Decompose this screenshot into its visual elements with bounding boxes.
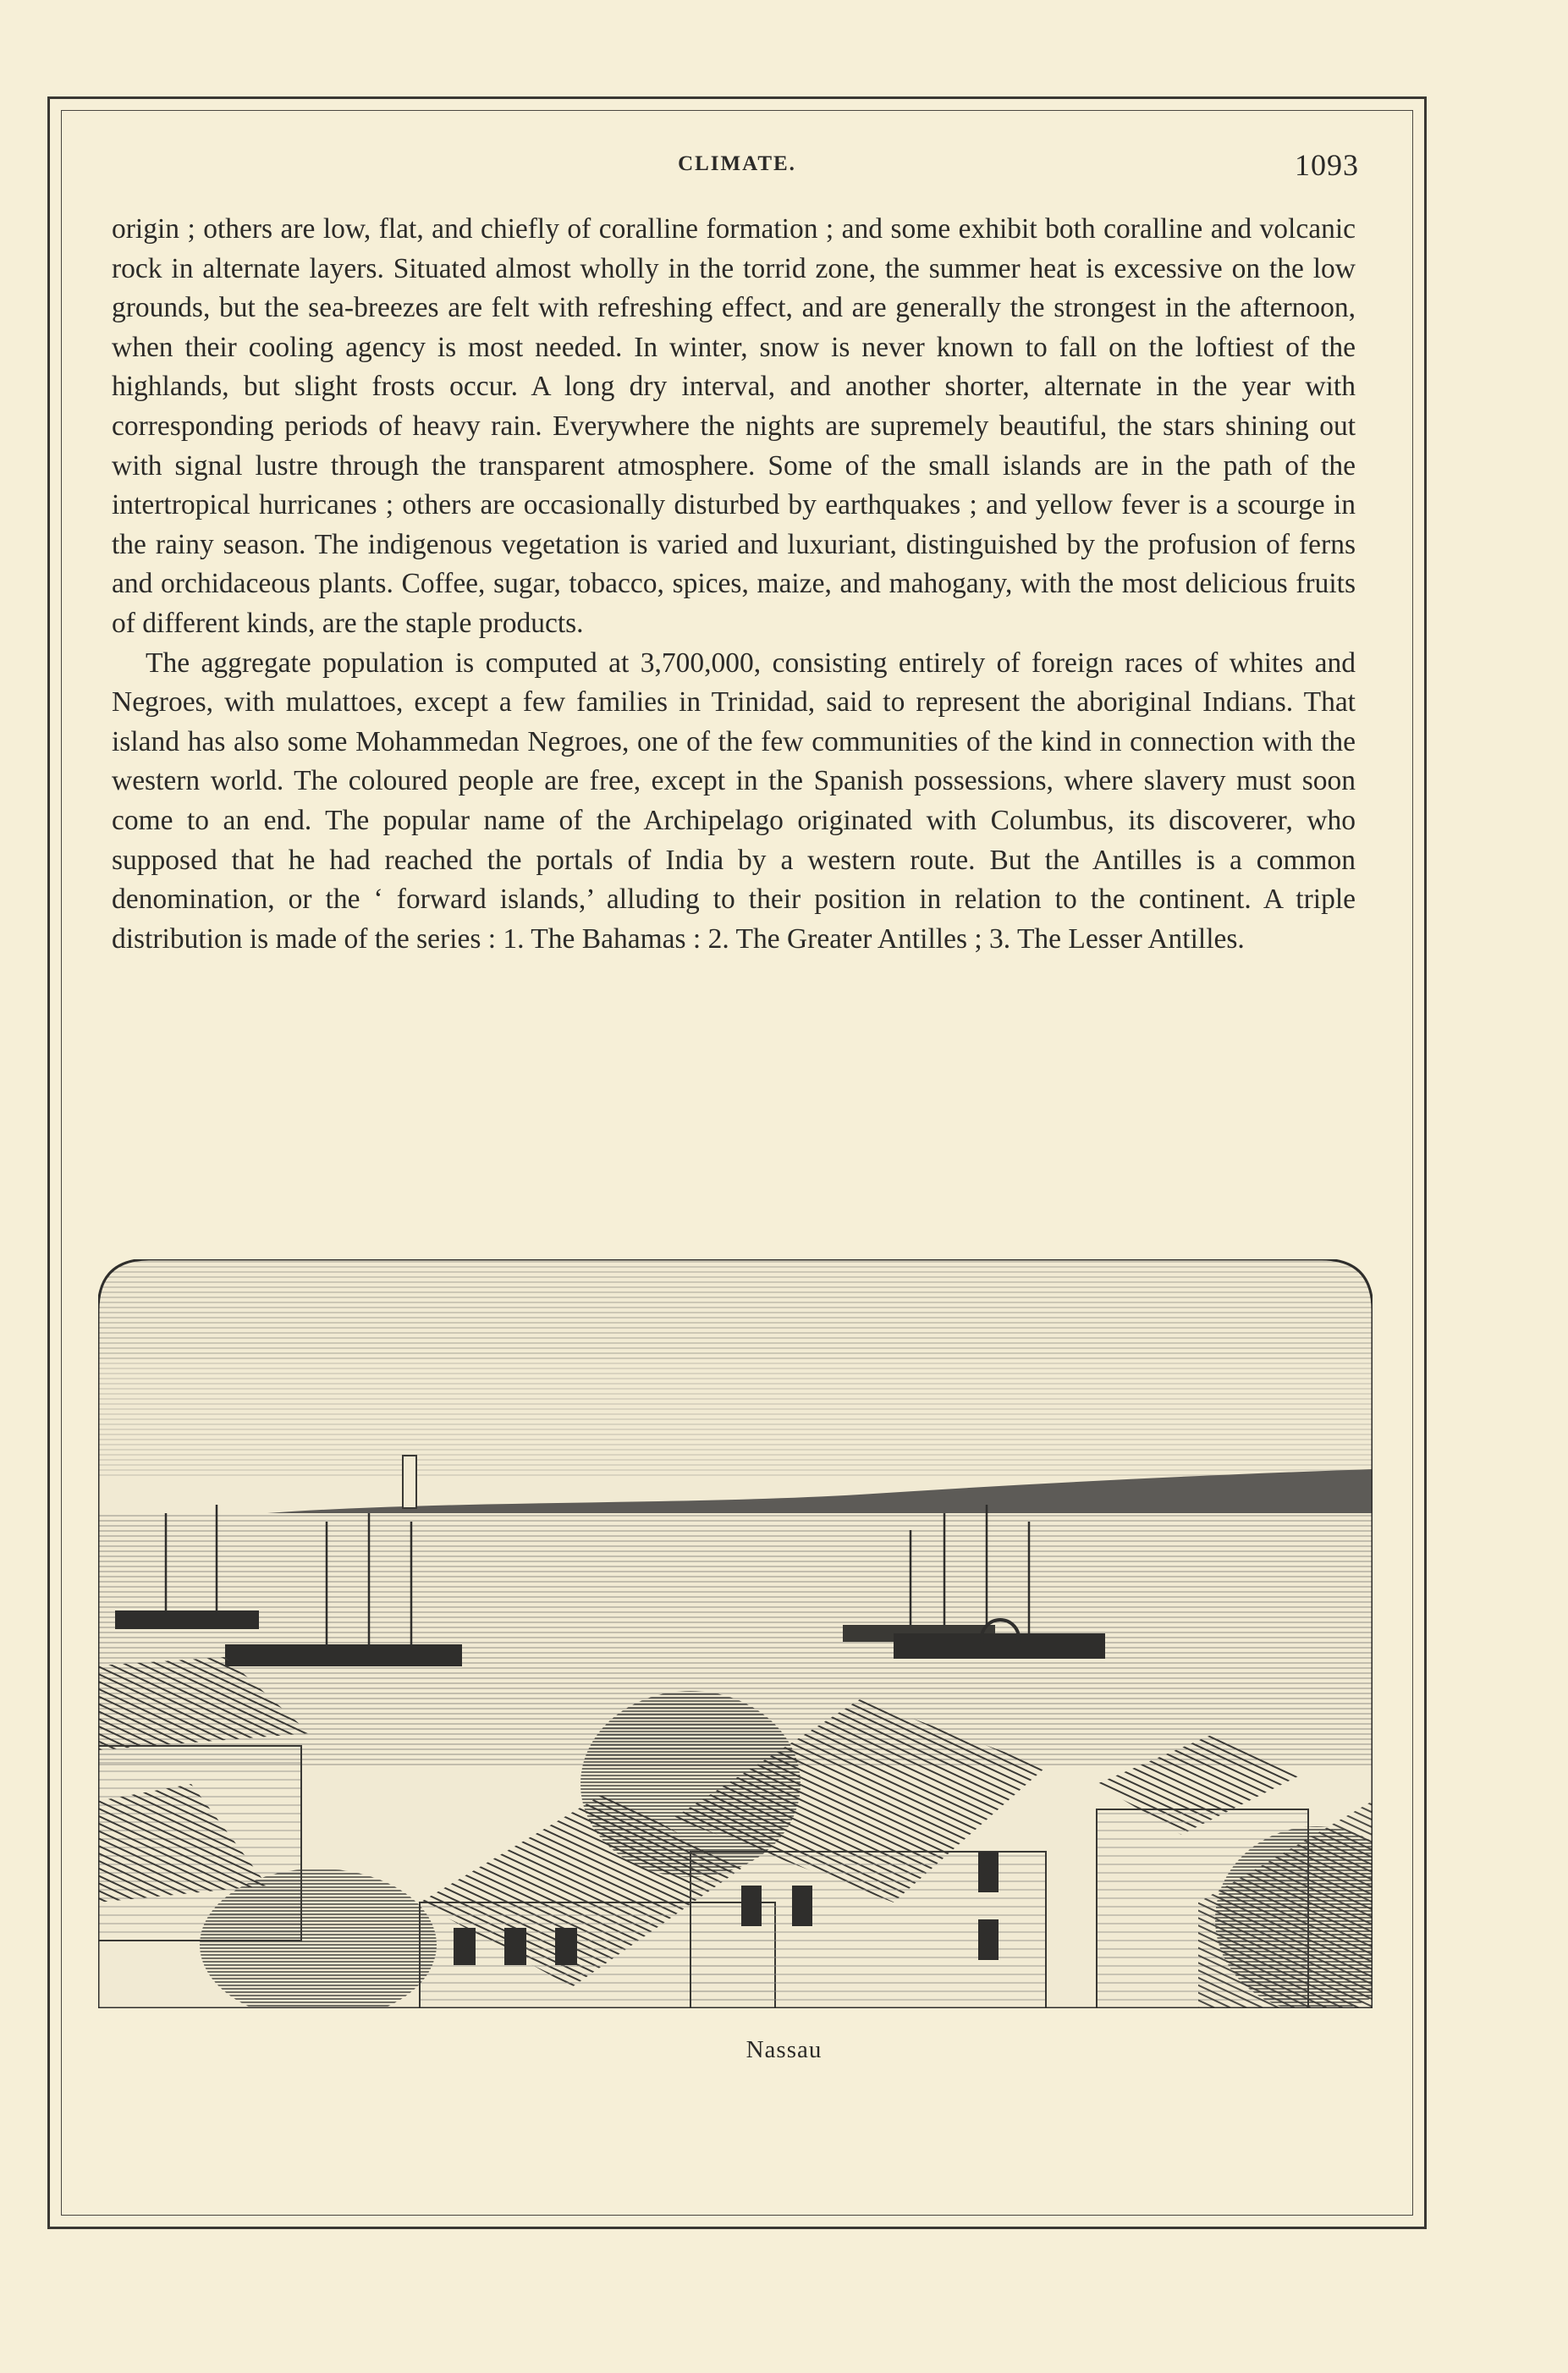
illustration-caption: Nassau bbox=[745, 2036, 823, 2063]
body-text bbox=[112, 210, 1356, 959]
illustration-nassau bbox=[98, 1259, 1373, 2008]
page-number: 1093 bbox=[1295, 148, 1359, 182]
paragraph-population: The aggregate population is computed at 3,700,000, consisting entirely of foreign races of whites and Negroes, with mulattoes, except a few families in Trinidad, said to represent the aboriginal Indians. That island has also some Mohammedan Negroes, one of the few communities of the kind in connection with the western world. The coloured people are free, except in the Spanish possessions, where slavery must soon come to an end. The popular name of the Archipelago originated with Columbus, its discoverer, who supposed that he had reached the portals of India by a western route. But the Antilles is a common denomination, or the ‘ forward islands,’ alluding to their position in relation to the continent. A triple distribution is made of the series : 1. The Bahamas : 2. The Greater Antilles ; 3. The Lesser Antilles. bbox=[112, 647, 1356, 955]
running-title: CLIMATE. bbox=[678, 152, 796, 175]
running-head bbox=[61, 148, 1413, 186]
paragraph-climate: origin ; others are low, flat, and chiefly of coralline formation ; and some exhibit both coralline and volcanic rock in alternate layers. Situated almost wholly in the torrid zone, the summer heat is excessive on the low grounds, but the sea-breezes are felt with refreshing effect, and are generally the strongest in the afternoon, when their cooling agency is most needed. In winter, snow is never known to fall on the loftiest of the highlands, but slight frosts occur. A long dry interval, and another shorter, alternate in the year with corresponding periods of heavy rain. Everywhere the nights are supremely beautiful, the stars shining out with signal lustre through the transparent atmosphere. Some of the small islands are in the path of the intertropical hurricanes ; others are occasionally disturbed by earthquakes ; and yellow fever is a scourge in the rainy season. The indigenous vegetation is varied and luxuriant, distinguished by the profusion of ferns and orchidaceous plants. Coffee, sugar, tobacco, spices, maize, and mahogany, with the most delicious fruits of different kinds, are the staple products. bbox=[112, 213, 1356, 639]
